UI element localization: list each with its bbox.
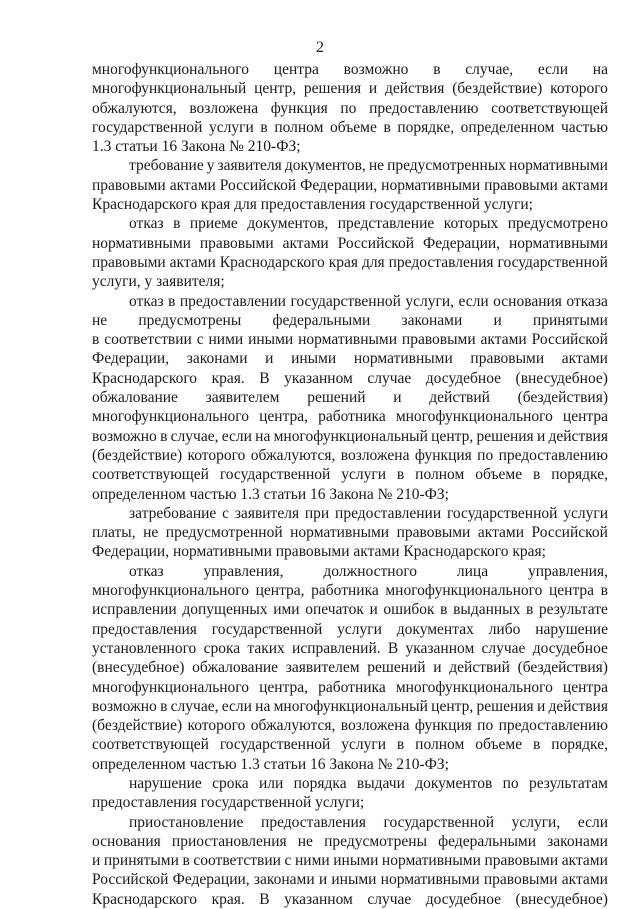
text-line: требование у заявителя документов, не предусмотренных нормативными xyxy=(129,157,608,175)
text-line: (внесудебное) обжалование заявителем решений и действий (бездействия) xyxy=(92,659,608,677)
text-line: Федерации, нормативными правовыми актами Краснодарского края; xyxy=(92,543,546,561)
text-line: многофункционального центра возможно в случае, если на xyxy=(92,61,608,78)
text-line: соответствующей государственной услуги в полном объеме в порядке, xyxy=(92,466,608,484)
text-line: многофункционального центра, работника многофункционального центра xyxy=(92,678,608,696)
text-line: Краснодарского края. В указанном случае досудебное (внесудебное) xyxy=(92,369,608,387)
text-line: Российской Федерации, законами и иными нормативными правовыми актами xyxy=(92,871,608,889)
text-line: основания приостановления не предусмотрены федеральными законами xyxy=(92,832,608,850)
text-line: не предусмотрены федеральными законами и принятыми xyxy=(92,311,608,329)
page-number: 2 xyxy=(316,39,324,56)
text-line: нарушение срока или порядка выдачи документов по результатам xyxy=(129,774,608,792)
text-line: затребование с заявителя при предоставлении государственной услуги xyxy=(129,504,608,522)
text-line: установленного срока таких исправлений. В указанном случае досудебное xyxy=(92,639,608,657)
text-line: услуги, у заявителя; xyxy=(92,273,225,291)
text-line: правовыми актами Краснодарского края для предоставления государственной xyxy=(92,253,608,271)
text-line: предоставления государственной услуги документах либо нарушение xyxy=(92,620,608,638)
text-line: определенном частью 1.3 статьи 16 Закона № 210-ФЗ; xyxy=(92,485,449,503)
text-line: обжалуются, возложена функция по предоставлению соответствующей xyxy=(92,99,608,117)
text-line: возможно в случае, если на многофункциональный центр, решения и действия xyxy=(92,697,608,715)
text-line: определенном частью 1.3 статьи 16 Закона № 210-ФЗ; xyxy=(92,755,449,773)
text-line: многофункционального центра, работника многофункционального центра в xyxy=(92,582,608,600)
document-body xyxy=(92,60,608,909)
text-line: 1.3 статьи 16 Закона № 210-ФЗ; xyxy=(92,138,301,156)
text-line: предоставления государственной услуги; xyxy=(92,794,365,812)
text-line: платы, не предусмотренной нормативными правовыми актами Российской xyxy=(92,524,608,542)
text-line: в соответствии с ними иными нормативными правовыми актами Российской xyxy=(92,331,608,349)
text-line: приостановление предоставления государственной услуги, если xyxy=(129,813,608,831)
text-line: (бездействие) которого обжалуются, возложена функция по предоставлению xyxy=(92,446,608,464)
text-line: отказ в предоставлении государственной услуги, если основания отказа xyxy=(129,292,608,310)
text-line: Федерации, законами и иными нормативными правовыми актами xyxy=(92,350,608,368)
text-line: Краснодарского края. В указанном случае досудебное (внесудебное) xyxy=(92,890,608,908)
text-line: правовыми актами Российской Федерации, нормативными правовыми актами xyxy=(92,176,608,194)
text-line: обжалование заявителем решений и действий (бездействия) xyxy=(92,389,608,407)
text-line: (бездействие) которого обжалуются, возложена функция по предоставлению xyxy=(92,717,608,735)
text-line: отказ управления, должностного лица управления, xyxy=(129,562,608,580)
text-line: соответствующей государственной услуги в полном объеме в порядке, xyxy=(92,736,608,754)
text-line: Краснодарского края для предоставления государственной услуги; xyxy=(92,196,533,214)
text-line: и принятыми в соответствии с ними иными нормативными правовыми актами xyxy=(92,852,608,870)
text-line: возможно в случае, если на многофункциональный центр, решения и действия xyxy=(92,427,608,445)
text-line: многофункциональный центр, решения и действия (бездействие) которого xyxy=(92,80,608,98)
text-line: отказ в приеме документов, представление которых предусмотрено xyxy=(129,215,608,233)
text-line: исправлении допущенных ими опечаток и ошибок в выданных в результате xyxy=(92,601,608,619)
text-line: государственной услуги в полном объеме в порядке, определенном частью xyxy=(92,118,608,136)
text-line: многофункционального центра, работника многофункционального центра xyxy=(92,408,608,426)
text-line: нормативными правовыми актами Российской Федерации, нормативными xyxy=(92,234,608,252)
